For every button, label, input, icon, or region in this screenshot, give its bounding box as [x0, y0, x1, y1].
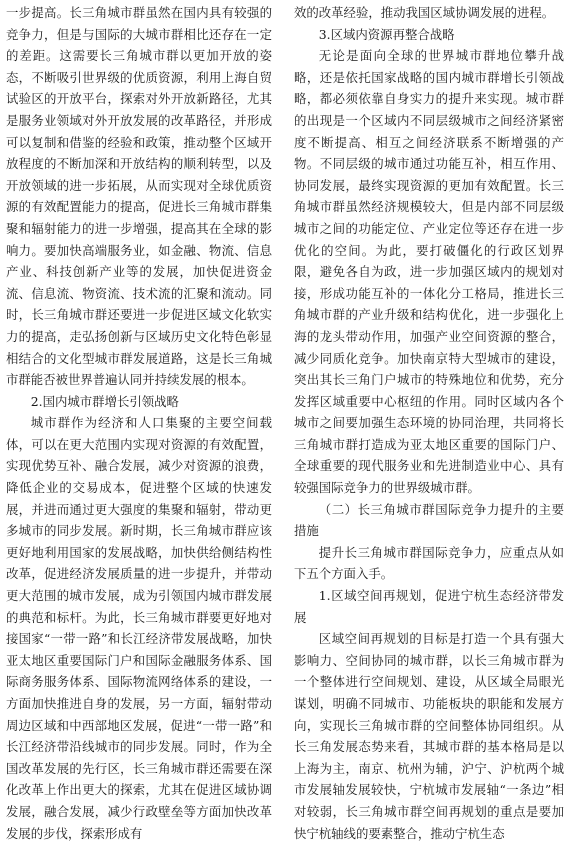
subsection-heading: 2.国内城市群增长引领战略 [30, 393, 179, 409]
body-paragraph: 效的改革经验，推动我国区域协调发展的进程。 [294, 5, 555, 20]
body-paragraph: 城市群作为经济和人口集聚的主要空间载体，可以在更大范围内实现对资源的有效配置，实现优势互补、融合发展，减少对资源的浪费，降低企业的交易成本，促进整个区域的快速发展，并进而通过更大强度的集聚和辐射，带动更多城市的同步发展。新时期，长三角城市群应该更好地利用国家的发展战略，加快供给侧结构性改革，促进经济发展质量的进一步提升，并带动更大范围的城市发展，成为引领国内城市群发展的典范和标杆。为此，长三角城市群要更好地对接国家“一带一路”和长江经济带发展战略，加快亚太地区重要国际门户和国际金融服务体系、国际商务服务体系、国际物流网络体系的建设，一方面加快推进自身的发展，另一方面，辐射带动周边区域和中西部地区发展，促进“一带一路”和长江经济带沿线城市的同步发展。同时，作为全国改革发展的先行区，长三角城市群还需要在深化改革上作出更大的探索，尤其在促进区域协调发展，融合发展，减少行政壁垒等方面加快改革发展的步伐，探索形成有 [6, 415, 272, 841]
left-column [6, 2, 272, 844]
right-column [294, 2, 564, 844]
body-paragraph: 提升长三角城市群国际竞争力，应重点从如下五个方面入手。 [294, 544, 564, 582]
subsection-heading: 3.区域内资源再整合战略 [318, 26, 455, 42]
section-heading: （二）长三角城市群国际竞争力提升的主要措施 [294, 501, 564, 539]
body-paragraph: 一步提高。长三角城市群虽然在国内具有较强的竞争力，但是与国际的大城市群相比还存在一定的差距。这需要长三角城市群以更加开放的姿态，不断吸引世界级的优质资源，利用上海自贸试验区的开放平台，探索对外开放新路径，尤其是服务业领域对外开放发展的改革路径，并形成可以复制和借鉴的经验和政策，推动整个区域开放程度的不断加深和开放结构的顺利转型，以及开放领域的进一步拓展，从而实现对全球优质资源的有效配置能力的提高，促进长三角城市群集聚和辐射能力的进一步增强，提高其在全球的影响力。要加快高端服务业，如金融、物流、信息产业、科技创新产业等的发展，加快促进资金流、信息流、物资流、技术流的汇聚和流动。同时，长三角城市群还要进一步促进区域文化软实力的提高，走弘扬创新与区域历史文化特色彰显相结合的文化型城市群发展道路，这是长三角城市群能否被世界普遍认同并持续发展的根本。 [6, 5, 272, 388]
body-paragraph: 区域空间再规划的目标是打造一个具有强大影响力、空间协同的城市群，以长三角城市群为一个整体进行空间规划、建设，从区域全局眼光谋划，明确不同城市、功能板块的职能和发展方向，实现长三角城市群的空间整体协同组织。从长三角发展态势来看，其城市群的基本格局是以上海为主，南京、杭州为辅，沪宁、沪杭两个城市发展轴发展较快，宁杭城市发展轴“一条边”相对较弱，长三角城市群空间再规划的重点是要加快宁杭轴线的要素整合，推动宁杭生态 [294, 631, 564, 841]
subsection-heading: 1.区域空间再规划，促进宁杭生态经济带发展 [294, 588, 564, 625]
body-paragraph: 无论是面向全球的世界城市群地位攀升战略，还是依托国家战略的国内城市群增长引领战略，都必须依靠自身实力的提升来实现。城市群的出现是一个区域内不同层级城市之间经济紧密度不断提高、相互之间经济联系不断增强的产物。不同层级的城市通过功能互补，相互作用、协同发展，最终实现资源的更加有效配置。长三角城市群虽然经济规模较大，但是内部不同层级城市之间的功能定位、产业定位等还存在进一步优化的空间。为此，要打破僵化的行政区划界限，避免各自为政，进一步加强区域内的规划对接，形成功能互补的一体化分工格局，推进长三角城市群的产业升级和结构优化，进一步强化上海的龙头带动作用，加强产业空间资源的整合，减少同质化竞争。加快南京特大型城市的建设，突出其长三角门户城市的特殊地位和优势，充分发挥区域重要中心枢纽的作用。同时区域内各个城市之间要加强生态环境的协同治理，共同将长三角城市群打造成为亚太地区重要的国际门户、全球重要的现代服务业和先进制造业中心、具有较强国际竞争力的世界级城市群。 [294, 48, 564, 496]
